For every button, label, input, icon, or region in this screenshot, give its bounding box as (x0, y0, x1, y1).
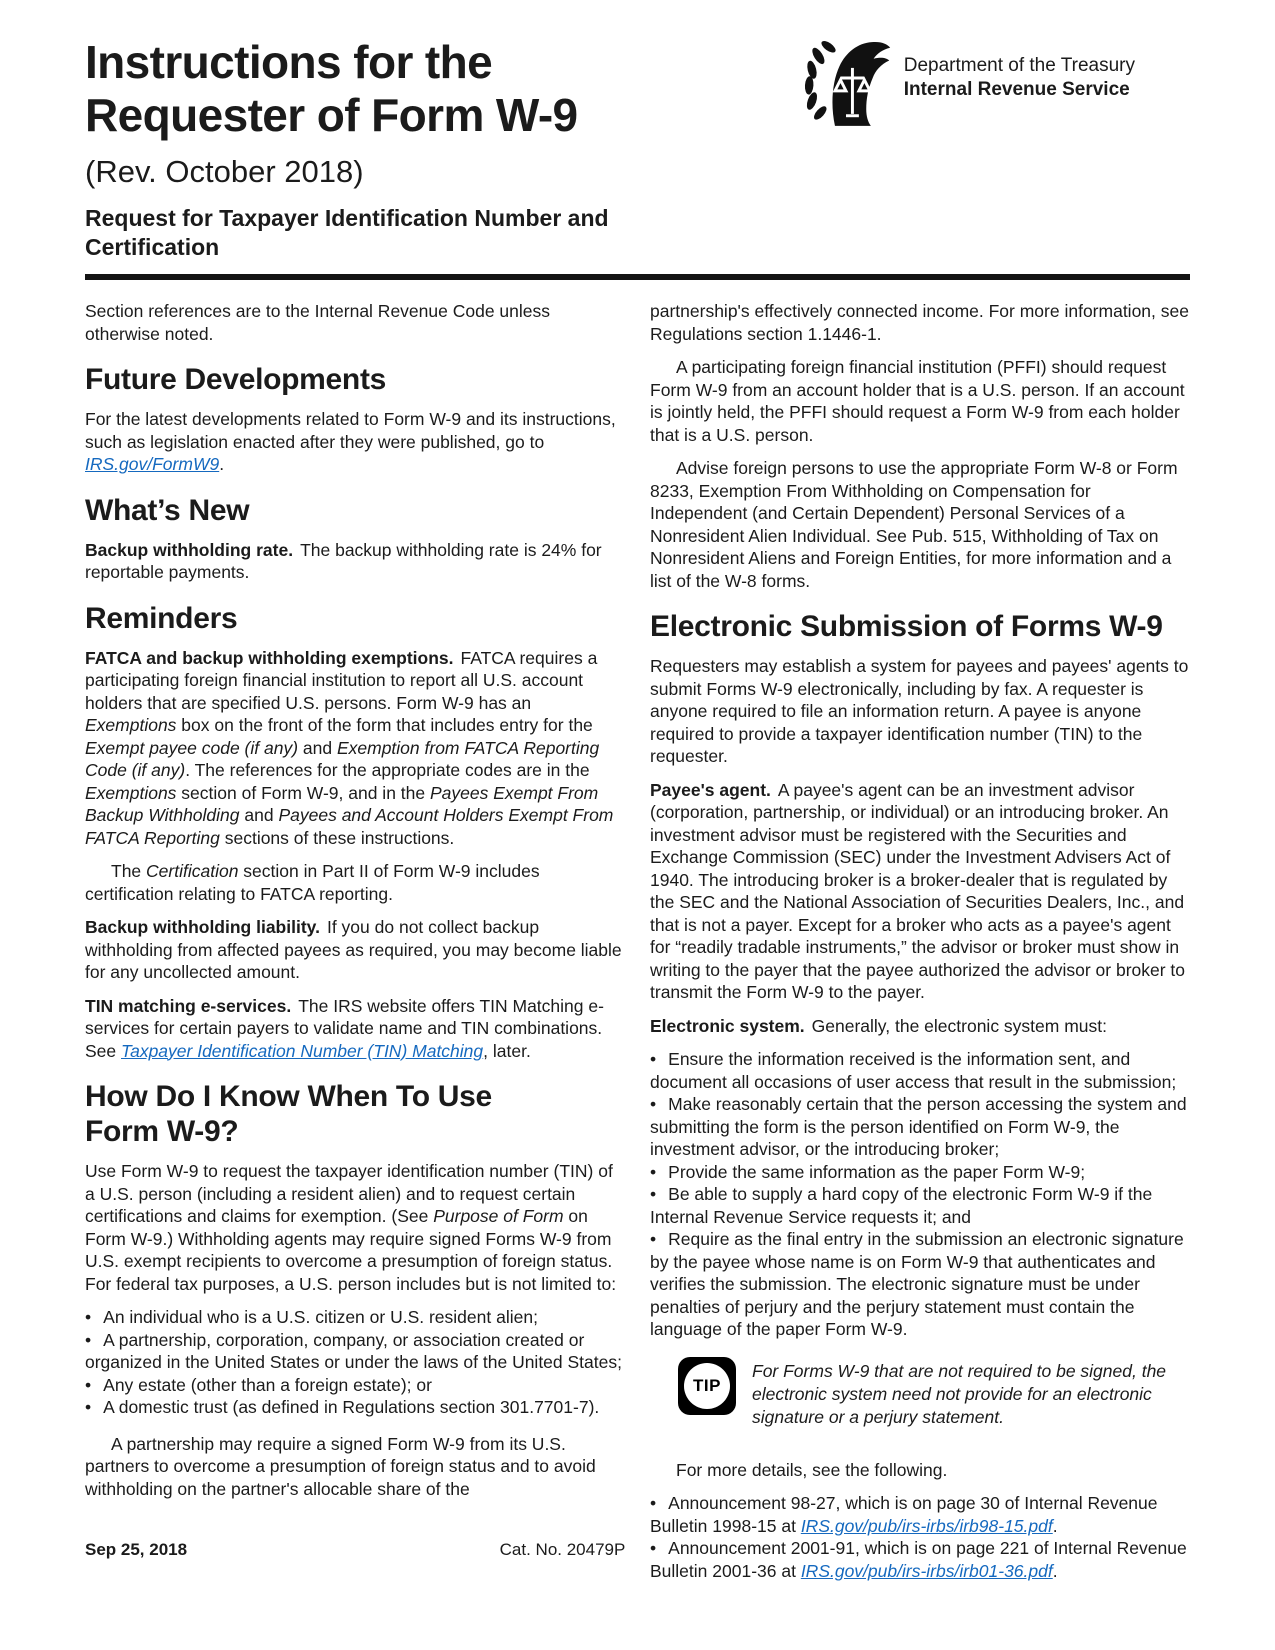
section-references-note: Section references are to the Internal Revenue Code unless otherwise noted. (85, 301, 551, 344)
footer-date: Sep 25, 2018 (85, 1540, 188, 1559)
text-segment: Exemptions (85, 715, 177, 735)
text-segment: The backup withholding rate is 24% for reportable payments. (85, 539, 602, 582)
tip-icon (678, 1357, 736, 1415)
tip-icon-label: TIP (693, 1375, 721, 1395)
inline-link[interactable]: Taxpayer Identification Number (TIN) Matching (121, 1040, 484, 1061)
revision-date: (Rev. October 2018) (85, 154, 364, 189)
text-segment: Provide the same information as the paper Form W-9; (668, 1161, 1086, 1182)
bullet-item (85, 1329, 625, 1374)
text-segment: Announcement 2001-91, which is on page 221 of Internal Revenue Bulletin 2001-36 at (650, 1538, 1187, 1581)
agency-line-2: Internal Revenue Service (903, 79, 1130, 100)
bullet-item (650, 1093, 1190, 1161)
text-segment: A partnership may require a signed Form W-9 from its U.S. partners to overcome a presumption of foreign status and to avoid withholding on the partner's allocable share of the (85, 1433, 596, 1499)
footer-catalog-number: Cat. No. 20479P (499, 1540, 626, 1559)
paragraph-payees-agent (650, 779, 1190, 1004)
text-segment: Purpose of Form (433, 1206, 564, 1226)
form-subtitle: Request for Taxpayer Identification Number and Certification (85, 205, 609, 260)
heading-whats-new: What’s New (85, 493, 250, 527)
tip-text: For Forms W-9 that are not required to be signed, the electronic system need not provide for an electronic signature or a perjury statement. (752, 1360, 1167, 1427)
bullet-item (650, 1183, 1190, 1228)
bullet-item (85, 1374, 625, 1397)
text-segment: A partnership, corporation, company, or association created or organized in the United States or under the laws of the United States; (85, 1329, 622, 1372)
title-line-2: Requester of Form W-9 (85, 89, 578, 141)
text-segment: A domestic trust (as defined in Regulations section 301.7701-7). (103, 1397, 600, 1417)
paragraph-partnership (85, 1433, 625, 1501)
paragraph-more-details: For more details, see the following. (676, 1459, 948, 1480)
text-segment: An individual who is a U.S. citizen or U.S. resident alien; (103, 1307, 538, 1327)
text-segment: Exemption from FATCA Reporting Code (if any) (85, 737, 600, 780)
text-segment: Payees Exempt From Backup Withholding (85, 782, 599, 825)
text-segment: Make reasonably certain that the person accessing the system and submitting the form is the person identified on Form W-9, the investment advisor, or the introducing broker; (650, 1094, 1187, 1159)
text-segment: box on the front of the form that includes entry for the (176, 715, 593, 735)
two-column-body (85, 300, 1190, 1582)
text-segment: FATCA requires a participating foreign financial institution to report all U.S. account holders that are specified U.S. persons. Form W-9 has an (85, 647, 598, 713)
text-segment: Exempt payee code (if any) (85, 737, 299, 758)
paragraph-use-form-w9 (85, 1160, 625, 1295)
text-segment: For the latest developments related to Form W-9 and its instructions, such as legislation enacted after they were published, go to (85, 409, 616, 452)
page-title (85, 36, 670, 142)
text-segment: Certification (146, 861, 239, 881)
text-segment: Payee's agent. (650, 779, 771, 800)
paragraph-backup-withholding-liability (85, 916, 625, 984)
paragraph-fatca-exemptions (85, 647, 625, 850)
text-segment: . (219, 454, 225, 474)
paragraph-continuation: partnership's effectively connected income. For more information, see Regulations section 1.1446-1. (650, 301, 1189, 344)
tip-icon-circle (684, 1363, 730, 1409)
text-segment: and (298, 737, 337, 758)
text-segment: . (1052, 1515, 1058, 1536)
text-segment: Ensure the information received is the information sent, and document all occasions of user access that result in the submission; (650, 1049, 1177, 1092)
text-segment: Require as the final entry in the submission an electronic signature by the payee whose name is on Form W-9 that authenticates and verifies the submission. The electronic signature must be under penalties of perjury and the perjury statement must contain the language of the paper Form W-9. (650, 1229, 1184, 1339)
inline-link[interactable]: IRS.gov/pub/irs-irbs/irb98-15.pdf (800, 1515, 1053, 1536)
bullet-item (650, 1048, 1190, 1093)
text-segment: Payees and Account Holders Exempt From FATCA Reporting (85, 805, 614, 848)
paragraph-certification (85, 860, 625, 905)
header-divider (85, 274, 1190, 280)
paragraph-backup-withholding-rate (85, 539, 625, 584)
text-segment: Electronic system. (650, 1015, 805, 1036)
right-column (650, 300, 1190, 1582)
tip-callout (650, 1357, 1190, 1429)
bullet-item (650, 1228, 1190, 1341)
text-segment: , later. (483, 1040, 531, 1061)
text-segment: The IRS website offers TIN Matching e-services for certain payers to validate name and TIN combinations. See (85, 995, 604, 1061)
bullet-item (85, 1306, 625, 1329)
masthead (85, 36, 1190, 262)
agency-block (800, 40, 1135, 128)
heading-future-developments: Future Developments (85, 363, 387, 396)
inline-link[interactable]: IRS.gov/FormW9 (85, 454, 220, 474)
text-segment: on Form W-9.) Withholding agents may require signed Forms W-9 from U.S. exempt recipients to overcome a presumption of foreign status. For federal tax purposes, a U.S. person includes but is not limited to: (85, 1206, 617, 1294)
text-segment: The (111, 861, 147, 881)
text-segment: sections of these instructions. (219, 827, 455, 848)
text-segment: section in Part II of Form W-9 includes certification relating to FATCA reporting. (85, 861, 540, 904)
heading-electronic-submission: Electronic Submission of Forms W-9 (650, 610, 1163, 643)
text-segment: A payee's agent can be an investment advisor (corporation, partnership, or individual) or an introducing broker. An investment advisor must be registered with the Securities and Exchange Commission (SEC) under the Investment Advisers Act of 1940. The introducing broker is a broker-dealer that is regulated by the SEC and the National Association of Securities Dealers, Inc., and that is not a payer. Except for a broker who acts as a payee's agent for “readily tradable instruments,” the advisor or broker must show in writing to the payer that the payee authorized the advisor or broker to transmit the Form W-9 to the payer. (650, 779, 1186, 1002)
bullet-item (650, 1161, 1190, 1184)
heading-reminders: Reminders (85, 601, 238, 635)
text-segment: If you do not collect backup withholding from affected payees as required, you may become liable for any uncollected amount. (85, 917, 622, 982)
paragraph-tin-matching (85, 995, 625, 1063)
paragraph (85, 408, 625, 476)
text-segment: TIN matching e-services. (85, 995, 292, 1016)
olive-branch (804, 40, 837, 122)
bullet-item (650, 1492, 1190, 1537)
paragraph-requesters-system: Requesters may establish a system for payees and payees' agents to submit Forms W-9 electronically, including by fax. A requester is anyone required to file an information return. A payee is anyone required to provide a taxpayer identification number (TIN) to the requester. (650, 656, 1189, 766)
title-line-1: Instructions for the (85, 36, 493, 88)
text-segment: Backup withholding liability. (85, 917, 320, 937)
page-footer (85, 1540, 1190, 1564)
text-segment: Exemptions (85, 782, 177, 803)
text-segment: Announcement 98-27, which is on page 30 of Internal Revenue Bulletin 1998-15 at (650, 1493, 1158, 1536)
agency-text (904, 54, 1135, 102)
text-segment: section of Form W-9, and in the (176, 782, 430, 803)
text-segment: Any estate (other than a foreign estate); or (103, 1374, 432, 1395)
bullet-item (85, 1396, 625, 1419)
text-segment: Backup withholding rate. (85, 539, 294, 560)
text-segment: and (239, 805, 279, 825)
text-segment: Generally, the electronic system must: (811, 1015, 1107, 1036)
text-segment: FATCA and backup withholding exemptions. (85, 647, 454, 668)
paragraph-pffi: A participating foreign financial institution (PFFI) should request Form W-9 from an account holder that is a U.S. person. If an account is jointly held, the PFFI should request a Form W-9 from each holder that is a U.S. person. (650, 357, 1185, 445)
text-segment: Use Form W-9 to request the taxpayer identification number (TIN) of a U.S. person (including a resident alien) and to request certain certifications and claims for exemption. (See (85, 1161, 613, 1226)
text-segment: . The references for the appropriate codes are in the (185, 760, 590, 780)
text-segment: . (1052, 1560, 1058, 1581)
agency-line-1: Department of the Treasury (903, 55, 1135, 76)
irs-eagle-logo-icon (800, 40, 892, 128)
title-block (85, 36, 670, 262)
heading-when-to-use-w9: How Do I Know When To Use Form W-9? (85, 1080, 492, 1148)
paragraph-electronic-system (650, 1015, 1190, 1038)
text-segment: Be able to supply a hard copy of the electronic Form W-9 if the Internal Revenue Service requests it; and (650, 1184, 1153, 1227)
paragraph-advise-foreign-persons: Advise foreign persons to use the appropriate Form W-8 or Form 8233, Exemption From Withholding on Compensation for Independent (and Certain Dependent) Personal Services of a Nonresident Alien Individual. See Pub. 515, Withholding of Tax on Nonresident Aliens and Foreign Entities, for more information and a list of the W-8 forms. (650, 458, 1178, 591)
inline-link[interactable]: IRS.gov/pub/irs-irbs/irb01-36.pdf (800, 1560, 1053, 1581)
left-column (85, 300, 625, 1582)
